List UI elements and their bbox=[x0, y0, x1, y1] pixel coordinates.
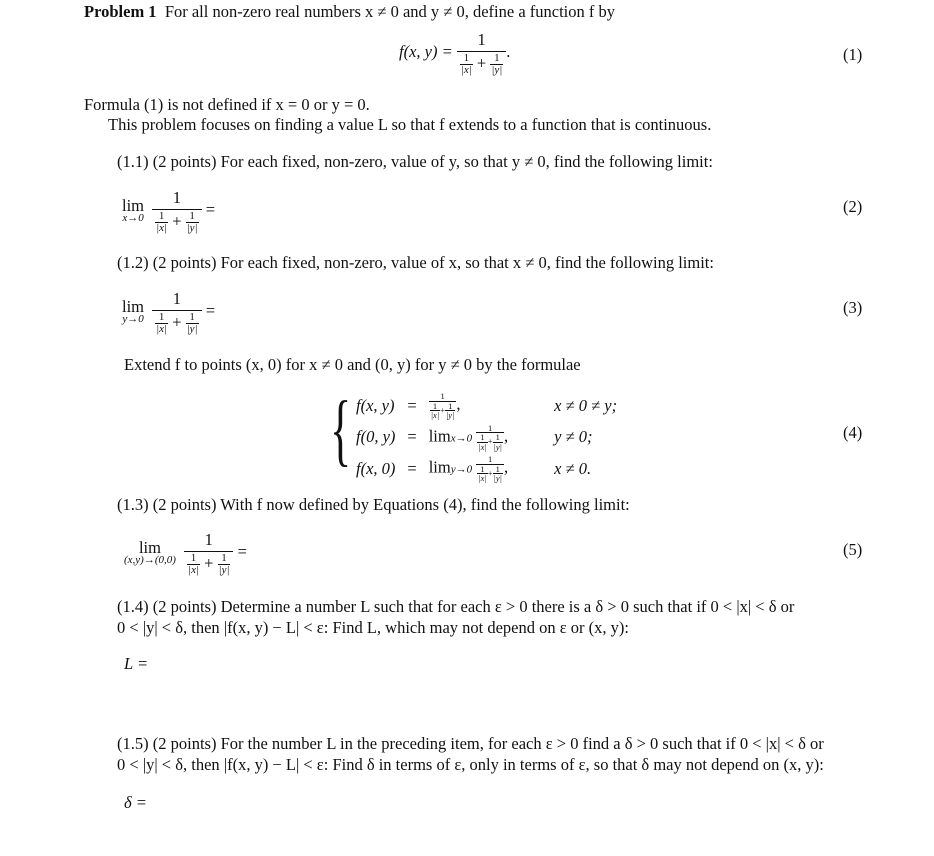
equation-5: lim (x,y)→(0,0) 1 $\frac{1}{|x|}$ + $\frac{1}{|y|}$ = bbox=[124, 530, 247, 576]
system-row: f(x, 0) = limy→0 1 $\frac{1}{|x|}$ + $\frac{1}{|y|}$ , x ≠ 0. bbox=[356, 454, 592, 483]
equation-4-system bbox=[350, 390, 623, 485]
answer-label-delta: δ = bbox=[124, 793, 147, 812]
part-1-3-text: (1.3) (2 points) With f now defined by Equations (4), find the following limit: bbox=[117, 495, 630, 514]
part-1-4-line-1: (1.4) (2 points) Determine a number L such that for each ε > 0 there is a δ > 0 such that if 0 < |x| < δ or bbox=[117, 597, 795, 616]
part-1-1-text: (1.1) (2 points) For each fixed, non-zero, value of y, so that y ≠ 0, find the following limit: bbox=[117, 152, 713, 171]
eq1-fraction: 1 $\frac{1}{|x|}$ + $\frac{1}{|y|}$ bbox=[457, 30, 506, 76]
system-row: f(x, y) = 1 $\frac{1}{|x|}$ + $\frac{1}{|y|}$ , x ≠ 0 ≠ y; bbox=[356, 391, 618, 420]
eq4-number: (4) bbox=[843, 423, 863, 442]
problem-intro-line bbox=[84, 2, 615, 22]
part-1-5-line-2: 0 < |y| < δ, then |f(x, y) − L| < ε: Find δ in terms of ε, only in terms of ε, so that δ may not depend on (x, y): bbox=[117, 755, 824, 774]
part-1-5-line-1: (1.5) (2 points) For the number L in the preceding item, for each ε > 0 find a δ > 0 such that if 0 < |x| < δ or bbox=[117, 734, 824, 753]
left-brace: { bbox=[330, 386, 352, 474]
eq5-number: (5) bbox=[843, 540, 863, 559]
eq1-lhs: f(x, y) = bbox=[399, 41, 453, 61]
equation-2: lim x→0 1 $\frac{1}{|x|}$ + $\frac{1}{|y|}$ = bbox=[122, 188, 216, 234]
eq1-number: (1) bbox=[843, 45, 863, 64]
answer-label-L: L = bbox=[124, 654, 149, 673]
equation-1: f(x, y) = 1 $\frac{1}{|x|}$ + $\frac{1}{|y|}$ . bbox=[399, 30, 511, 76]
eq3-number: (3) bbox=[843, 298, 863, 317]
undefined-note: Formula (1) is not defined if x = 0 or y = 0. bbox=[84, 95, 370, 114]
problem-intro: For all non-zero real numbers x ≠ 0 and y ≠ 0, define a function f by bbox=[164, 2, 616, 21]
system-row: f(0, y) = limx→0 1 $\frac{1}{|x|}$ + $\frac{1}{|y|}$ , y ≠ 0; bbox=[356, 422, 593, 452]
equation-3: lim y→0 1 $\frac{1}{|x|}$ + $\frac{1}{|y|}$ = bbox=[122, 289, 216, 335]
part-1-4-line-2: 0 < |y| < δ, then |f(x, y) − L| < ε: Find L, which may not depend on ε or (x, y): bbox=[117, 618, 629, 637]
focus-note: This problem focuses on finding a value L so that f extends to a function that is continuous. bbox=[108, 115, 712, 134]
eq2-number: (2) bbox=[843, 197, 863, 216]
problem-heading: Problem 1 bbox=[84, 2, 157, 21]
extend-text: Extend f to points (x, 0) for x ≠ 0 and (0, y) for y ≠ 0 by the formulae bbox=[124, 355, 581, 374]
part-1-2-text: (1.2) (2 points) For each fixed, non-zero, value of x, so that x ≠ 0, find the following limit: bbox=[117, 253, 714, 272]
